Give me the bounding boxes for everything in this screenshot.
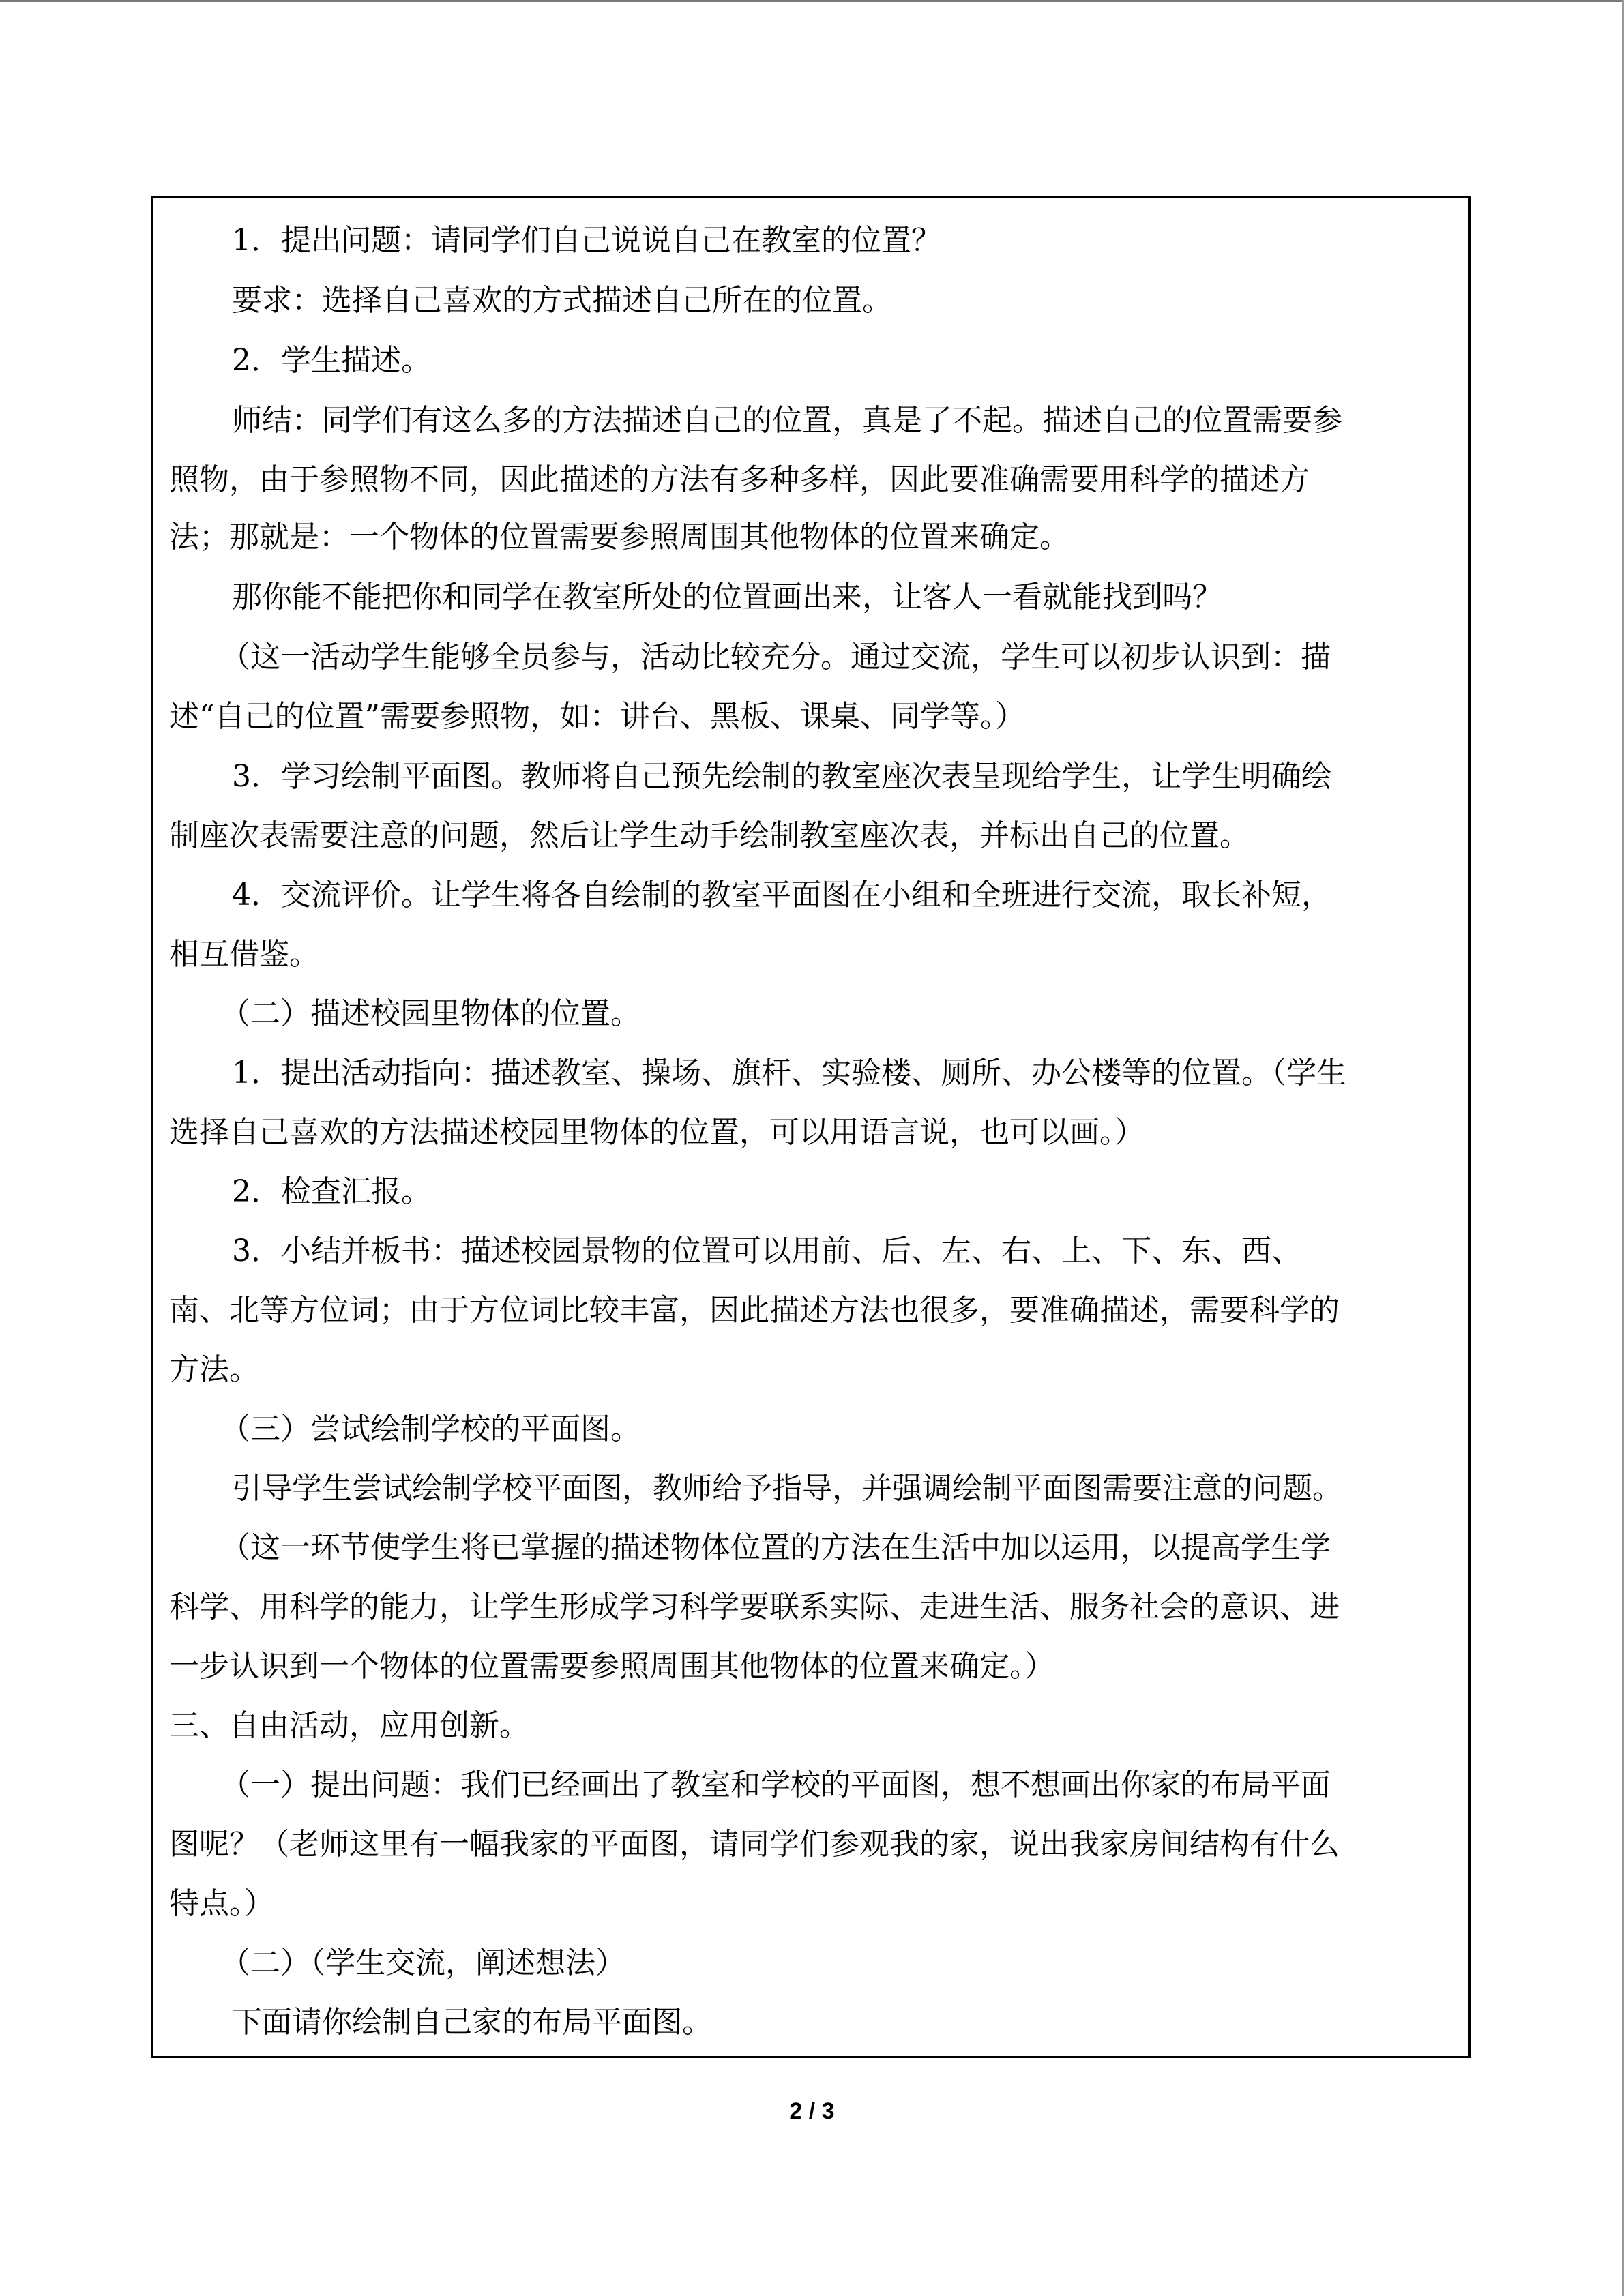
text-line: 2．学生描述。 [232, 343, 431, 378]
text-line: 3．学习绘制平面图。教师将自己预先绘制的教室座次表呈现给学生，让学生明确绘 [232, 759, 1331, 794]
text-line: 相互借鉴。 [169, 937, 319, 972]
text-line: （这一活动学生能够全员参与，活动比较充分。通过交流，学生可以初步认识到：描 [220, 640, 1331, 674]
text-line: 1．提出问题：请同学们自己说说自己在教室的位置？ [232, 223, 941, 258]
text-line: 要求：选择自己喜欢的方式描述自己所在的位置。 [232, 283, 892, 318]
text-line: 特点。） [169, 1886, 274, 1921]
text-line: 那你能不能把你和同学在教室所处的位置画出来，让客人一看就能找到吗？ [232, 580, 1222, 614]
text-line: 1．提出活动指向：描述教室、操场、旗杆、实验楼、厕所、办公楼等的位置。（学生 [232, 1056, 1346, 1090]
text-line: （一）提出问题：我们已经画出了教室和学校的平面图，想不想画出你家的布局平面 [220, 1768, 1331, 1802]
text-line: 制座次表需要注意的问题，然后让学生动手绘制教室座次表，并标出自己的位置。 [169, 818, 1250, 853]
text-line: 照物，由于参照物不同，因此描述的方法有多种多样，因此要准确需要用科学的描述方 [169, 462, 1310, 497]
text-line: 南、北等方位词；由于方位词比较丰富，因此描述方法也很多，要准确描述，需要科学的 [169, 1293, 1340, 1328]
text-line: （二）（学生交流，阐述想法） [220, 1945, 625, 1980]
text-line: （二）描述校园里物体的位置。 [220, 996, 640, 1031]
section-heading: 三、自由活动，应用创新。 [169, 1708, 529, 1743]
text-line: 法；那就是：一个物体的位置需要参照周围其他物体的位置来确定。 [169, 520, 1069, 554]
text-line: 4．交流评价。让学生将各自绘制的教室平面图在小组和全班进行交流，取长补短， [232, 878, 1331, 912]
text-line: （这一环节使学生将已掌握的描述物体位置的方法在生活中加以运用，以提高学生学 [220, 1530, 1331, 1565]
text-line: 方法。 [169, 1352, 259, 1387]
page-top-edge [0, 0, 1624, 2]
text-line: 图呢？（老师这里有一幅我家的平面图，请同学们参观我的家，说出我家房间结构有什么 [169, 1827, 1340, 1862]
text-line: 引导学生尝试绘制学校平面图，教师给予指导，并强调绘制平面图需要注意的问题。 [232, 1471, 1342, 1506]
text-line: 师结：同学们有这么多的方法描述自己的位置，真是了不起。描述自己的位置需要参 [232, 403, 1342, 438]
text-line: 下面请你绘制自己家的布局平面图。 [232, 2005, 712, 2040]
text-line: （三）尝试绘制学校的平面图。 [220, 1412, 640, 1446]
text-line: 2．检查汇报。 [232, 1174, 431, 1209]
text-line: 3．小结并板书：描述校园景物的位置可以用前、后、左、右、上、下、东、西、 [232, 1234, 1301, 1268]
text-line: 选择自己喜欢的方法描述校园里物体的位置，可以用语言说，也可以画。） [169, 1115, 1145, 1150]
text-line: 一步认识到一个物体的位置需要参照周围其他物体的位置来确定。） [169, 1649, 1054, 1684]
text-line: 述“自己的位置”需要参照物，如：讲台、黑板、课桌、同学等。） [169, 699, 1025, 734]
text-line: 科学、用科学的能力，让学生形成学习科学要联系实际、走进生活、服务社会的意识、进 [169, 1590, 1340, 1624]
page-number: 2 / 3 [789, 2098, 835, 2124]
